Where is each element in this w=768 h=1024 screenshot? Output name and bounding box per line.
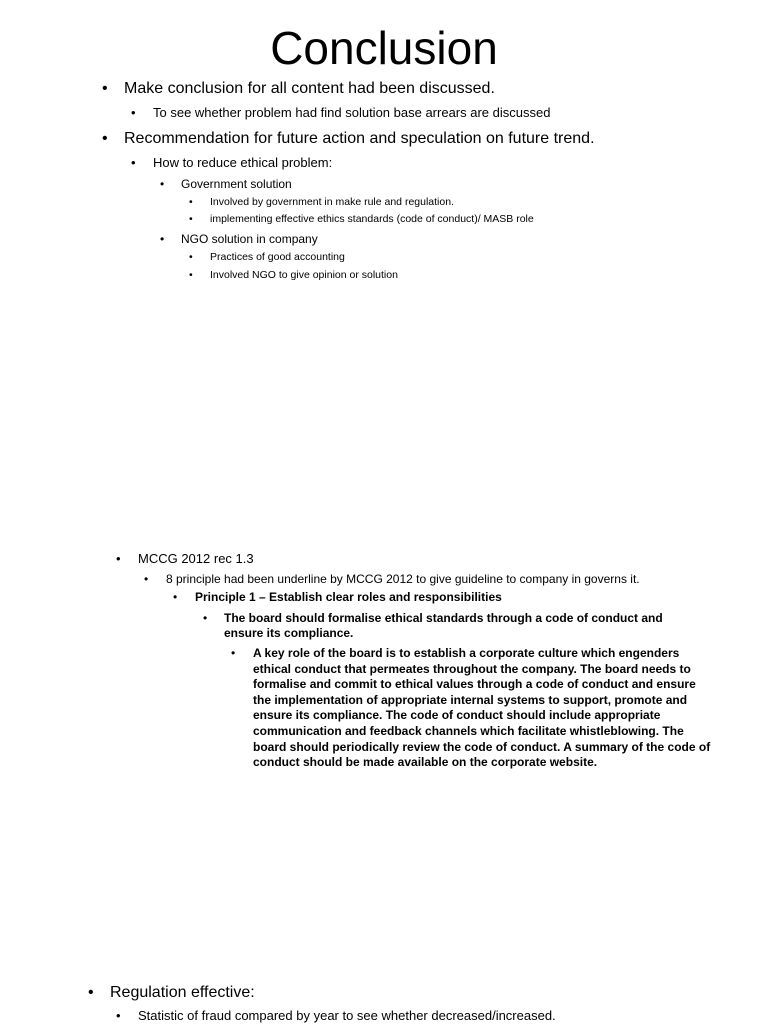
bullet-dot: • (189, 251, 193, 263)
bullet-dot: • (231, 646, 236, 660)
bullet-text: implementing effective ethics standards (code of conduct)/ MASB role (210, 213, 534, 225)
bullet-text: Practices of good accounting (210, 251, 345, 263)
bullet-text: Statistic of fraud compared by year to see whether decreased/increased. (138, 1008, 556, 1023)
bullet-text: To see whether problem had find solution base arrears are discussed (153, 105, 551, 120)
bullet-dot: • (189, 269, 193, 281)
bullet-dot: • (189, 196, 193, 208)
bullet-dot: • (173, 590, 178, 604)
bullet-text: 8 principle had been underline by MCCG 2012 to give guideline to company in governs it. (166, 572, 640, 586)
bullet-dot: • (102, 130, 108, 147)
page-title: Conclusion (270, 22, 498, 74)
bullet-text: Government solution (181, 177, 292, 191)
bullet-text: A key role of the board is to establish a corporate culture which engenders ethical conduct that permeates throughout the company. The board needs to formalise and commit to ethical values through a code of conduct and ensure the implementation of appropriate internal systems to support, promote and ensure its compliance. The code of conduct should include appropriate communication and feedback channels which facilitate whistleblowing. The board should periodically review the code of conduct. A summary of the code of conduct should be made available on the corporate website. (253, 646, 711, 770)
bullet-dot: • (160, 232, 165, 246)
bullet-text: MCCG 2012 rec 1.3 (138, 551, 254, 566)
bullet-dot: • (160, 177, 165, 191)
bullet-dot: • (189, 213, 193, 225)
bullet-text: Make conclusion for all content had been discussed. (124, 80, 495, 97)
bullet-dot: • (102, 80, 108, 97)
bullet-dot: • (131, 105, 136, 120)
bullet-dot: • (116, 551, 121, 566)
bullet-text: How to reduce ethical problem: (153, 155, 333, 170)
bullet-dot: • (131, 155, 136, 170)
bullet-dot: • (203, 611, 208, 625)
bullet-dot: • (88, 984, 94, 1001)
bullet-text: Regulation effective: (110, 984, 255, 1001)
bullet-text: Involved NGO to give opinion or solution (210, 269, 398, 281)
bullet-text: Principle 1 – Establish clear roles and responsibilities (195, 590, 502, 604)
bullet-text: Involved by government in make rule and regulation. (210, 196, 454, 208)
bullet-text: The board should formalise ethical standards through a code of conduct and ensure its compliance. (224, 611, 663, 640)
bullet-dot: • (144, 572, 149, 586)
bullet-text: Recommendation for future action and speculation on future trend. (124, 130, 595, 147)
bullet-text: NGO solution in company (181, 232, 318, 246)
bullet-dot: • (116, 1008, 121, 1023)
